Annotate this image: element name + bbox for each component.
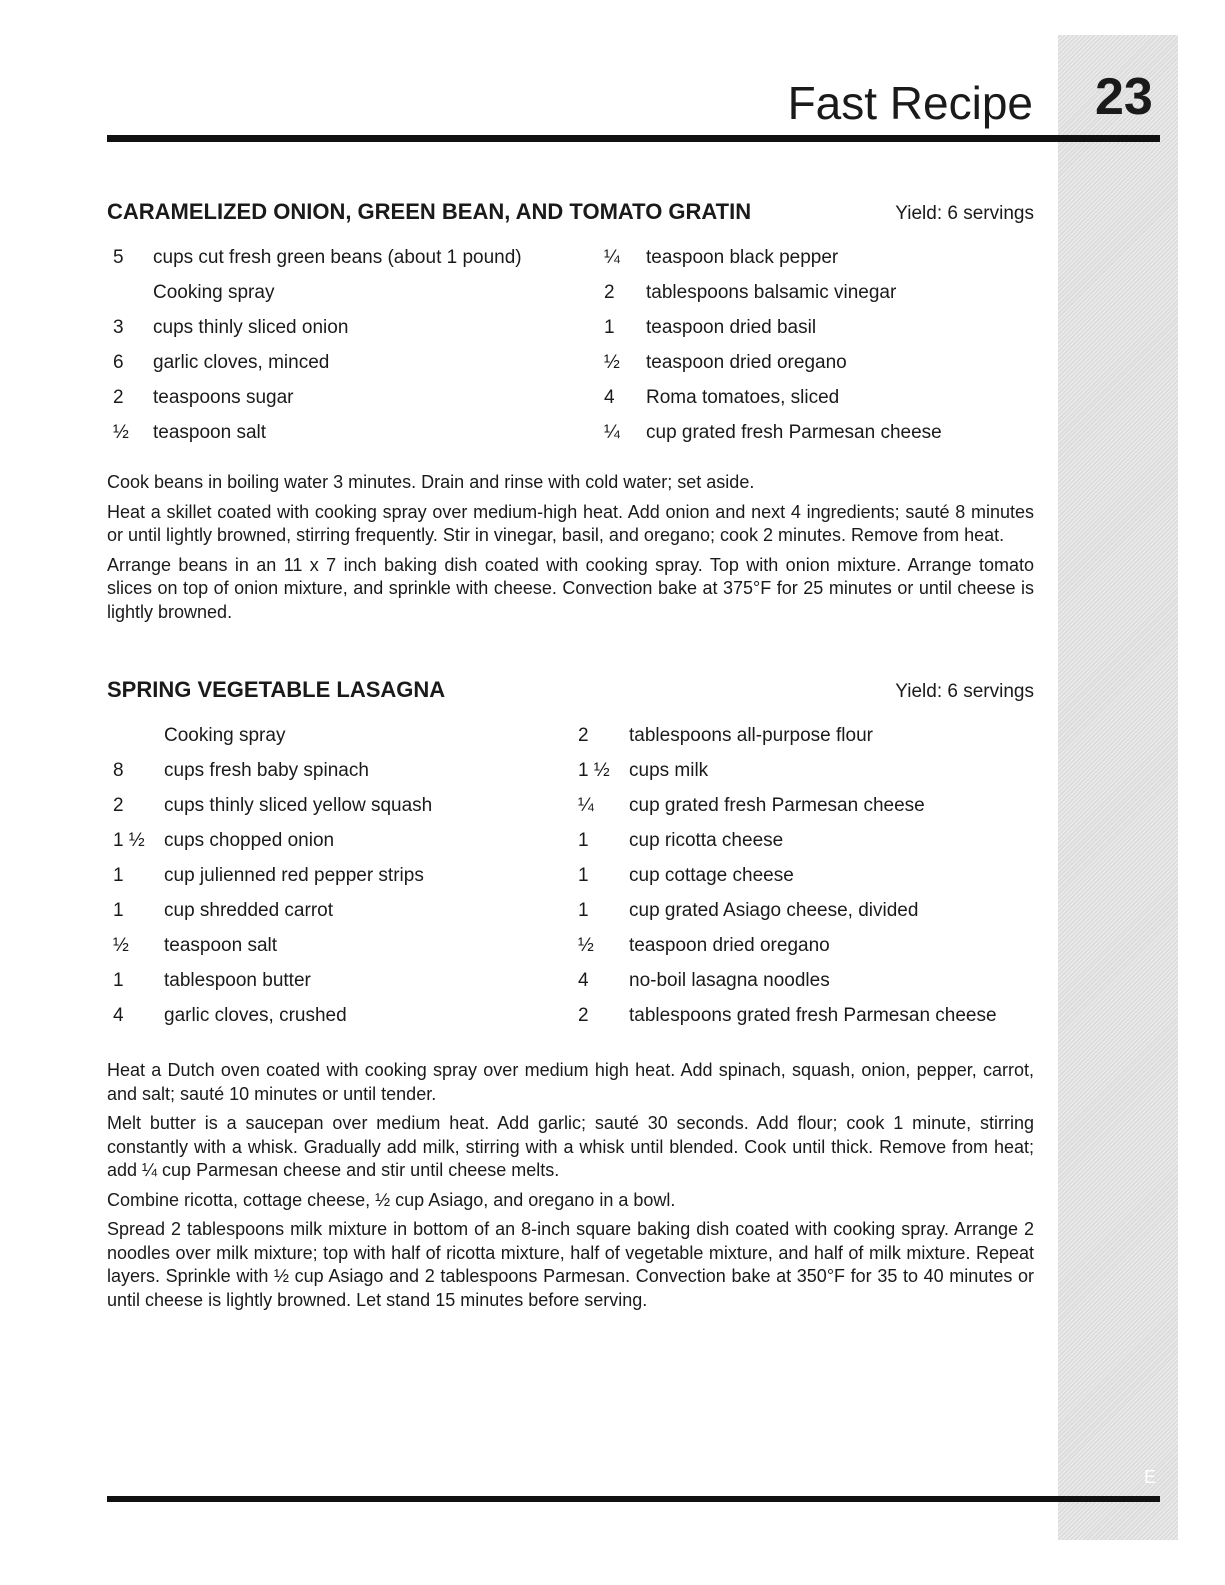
recipe-directions [107, 471, 1034, 630]
page-number: 23 [1095, 68, 1153, 126]
ingredient-qty: 1 [578, 830, 589, 851]
ingredient-row [604, 316, 942, 351]
ingredient-item: cups chopped onion [164, 830, 335, 851]
ingredient-item: garlic cloves, minced [153, 352, 330, 373]
ingredient-item: cups milk [629, 760, 709, 781]
ingredient-item: tablespoons grated fresh Parmesan cheese [629, 1005, 997, 1026]
ingredient-item: teaspoon dried oregano [646, 352, 847, 373]
ingredient-row [113, 724, 432, 759]
ingredient-item: cups thinly sliced onion [153, 317, 349, 338]
ingredient-row [604, 351, 942, 386]
ingredient-item: cup grated Asiago cheese, divided [629, 900, 919, 921]
recipe-title: SPRING VEGETABLE LASAGNA [107, 677, 446, 702]
ingredient-qty: 1 [604, 317, 615, 338]
ingredient-row [113, 386, 522, 421]
ingredient-item: tablespoons balsamic vinegar [646, 282, 897, 303]
ingredient-qty: 2 [113, 795, 124, 816]
ingredient-qty: 2 [113, 387, 124, 408]
ingredient-item: cup julienned red pepper strips [164, 865, 424, 886]
direction-paragraph: Spread 2 tablespoons milk mixture in bottom of an 8-inch square baking dish coated with cooking spray. Arrange 2 noodles over milk mixture; top with half of ricotta mixture, half of vegetable mixture, and half of milk mixture. Repeat layers. Sprinkle with ½ cup Asiago and 2 tablespoons Parmesan. Convection bake at 350°F for 35 to 40 minutes or until cheese is lightly browned. Let stand 15 minutes before serving. [107, 1219, 1034, 1310]
ingredient-qty: 1 ½ [578, 760, 610, 781]
recipe-directions [107, 1059, 1034, 1318]
ingredient-qty: 6 [113, 352, 124, 373]
ingredient-row [578, 829, 997, 864]
ingredient-item: teaspoon dried basil [646, 317, 817, 338]
ingredient-item: Cooking spray [153, 282, 275, 303]
ingredient-list-right [604, 246, 942, 456]
ingredient-qty: 5 [113, 247, 124, 268]
ingredient-item: cup grated fresh Parmesan cheese [629, 795, 925, 816]
ingredient-qty [113, 281, 153, 316]
ingredient-row [113, 794, 432, 829]
ingredient-qty: 3 [113, 317, 124, 338]
ingredient-row [578, 759, 997, 794]
ingredient-qty: ½ [604, 352, 620, 373]
ingredient-item: Roma tomatoes, sliced [646, 387, 840, 408]
ingredient-row [113, 759, 432, 794]
ingredient-row [113, 246, 522, 281]
ingredient-qty: 4 [113, 1005, 124, 1026]
ingredient-item: cup grated fresh Parmesan cheese [646, 422, 942, 443]
ingredient-item: teaspoon dried oregano [629, 935, 830, 956]
ingredient-row [578, 899, 997, 934]
ingredient-item: no-boil lasagna noodles [629, 970, 830, 991]
recipe-title: CARAMELIZED ONION, GREEN BEAN, AND TOMATO GRATIN [107, 199, 752, 224]
ingredient-row [113, 351, 522, 386]
ingredient-item: teaspoons sugar [153, 387, 294, 408]
ingredient-item: garlic cloves, crushed [164, 1005, 347, 1026]
ingredient-row [578, 969, 997, 1004]
ingredient-qty [113, 724, 164, 759]
direction-paragraph: Cook beans in boiling water 3 minutes. Drain and rinse with cold water; set aside. [107, 472, 755, 492]
recipe-yield: Yield: 6 servings [895, 681, 1034, 702]
ingredient-row [578, 794, 997, 829]
side-tab-letter: E [1144, 1467, 1157, 1487]
ingredient-item: tablespoons all-purpose flour [629, 725, 873, 746]
ingredient-item: teaspoon salt [153, 422, 267, 443]
ingredient-item: teaspoon salt [164, 935, 278, 956]
ingredient-row [604, 421, 942, 456]
ingredient-qty: 2 [604, 282, 615, 303]
ingredient-qty: ½ [113, 422, 129, 443]
ingredient-row [604, 281, 942, 316]
page-title: Fast Recipe [787, 77, 1033, 129]
ingredient-qty: 8 [113, 760, 124, 781]
ingredient-qty: 1 [113, 900, 124, 921]
ingredient-list-left [113, 724, 432, 1039]
ingredient-item: cups thinly sliced yellow squash [164, 795, 433, 816]
ingredient-item: Cooking spray [164, 725, 286, 746]
direction-paragraph: Combine ricotta, cottage cheese, ½ cup Asiago, and oregano in a bowl. [107, 1189, 676, 1210]
ingredient-qty: 4 [578, 970, 589, 991]
ingredient-list-right [578, 724, 997, 1039]
ingredient-row [113, 421, 522, 456]
ingredient-row [113, 969, 432, 1004]
direction-paragraph: Arrange beans in an 11 x 7 inch baking dish coated with cooking spray. Top with onion mixture. Arrange tomato slices on top of onion mixture, and sprinkle with cheese. Convection bake at 375°F for 25 minutes or until cheese is lightly browned. [107, 554, 1034, 622]
ingredient-qty: ½ [113, 935, 129, 956]
ingredient-item: cup cottage cheese [629, 865, 794, 886]
ingredient-qty: ¼ [578, 795, 594, 816]
ingredient-row [113, 316, 522, 351]
ingredient-list-left [113, 246, 522, 456]
ingredient-item: cups cut fresh green beans (about 1 pound) [153, 247, 522, 268]
ingredient-row [113, 1004, 432, 1039]
ingredient-item: cup shredded carrot [164, 900, 333, 921]
ingredient-qty: ¼ [604, 247, 620, 268]
direction-paragraph: Heat a Dutch oven coated with cooking spray over medium high heat. Add spinach, squash, onion, pepper, carrot, and salt; sauté 10 minutes or until tender. [107, 1060, 1034, 1104]
direction-paragraph: Melt butter is a saucepan over medium heat. Add garlic; sauté 30 seconds. Add flour; cook 1 minute, stirring constantly with a whisk. Gradually add milk, stirring with a whisk until blended. Cook until thick. Remove from heat; add ¼ cup Parmesan cheese and stir until cheese melts. [107, 1113, 1034, 1180]
ingredient-item: teaspoon black pepper [646, 247, 839, 268]
ingredient-qty: 4 [604, 387, 615, 408]
ingredient-qty: 1 [578, 900, 589, 921]
ingredient-row [578, 864, 997, 899]
ingredient-item: cups fresh baby spinach [164, 760, 369, 781]
ingredient-qty: 2 [578, 1005, 589, 1026]
ingredient-qty: ¼ [604, 422, 620, 443]
ingredient-row [113, 899, 432, 934]
ingredient-item: cup ricotta cheese [629, 830, 784, 851]
footer-rule [107, 1496, 1160, 1502]
ingredient-item: tablespoon butter [164, 970, 311, 991]
ingredient-qty: 1 ½ [113, 830, 145, 851]
ingredient-qty: 1 [113, 865, 124, 886]
ingredient-row [578, 934, 997, 969]
ingredient-row [113, 934, 432, 969]
ingredient-qty: 1 [578, 865, 589, 886]
ingredient-qty: ½ [578, 935, 594, 956]
ingredient-qty: 1 [113, 970, 124, 991]
ingredient-row [113, 829, 432, 864]
ingredient-row [578, 724, 997, 759]
ingredient-row [604, 386, 942, 421]
recipe-yield: Yield: 6 servings [895, 203, 1034, 224]
ingredient-row [578, 1004, 997, 1039]
ingredient-row [113, 281, 522, 316]
ingredient-row [604, 246, 942, 281]
ingredient-qty: 2 [578, 725, 589, 746]
header-rule [107, 135, 1160, 142]
ingredient-row [113, 864, 432, 899]
side-index-tab [1058, 35, 1178, 1540]
direction-paragraph: Heat a skillet coated with cooking spray over medium-high heat. Add onion and next 4 ingredients; sauté 8 minutes or until lightly browned, stirring frequently. Stir in vinegar, basil, and oregano; cook 2 minutes. Remove from heat. [107, 501, 1034, 545]
